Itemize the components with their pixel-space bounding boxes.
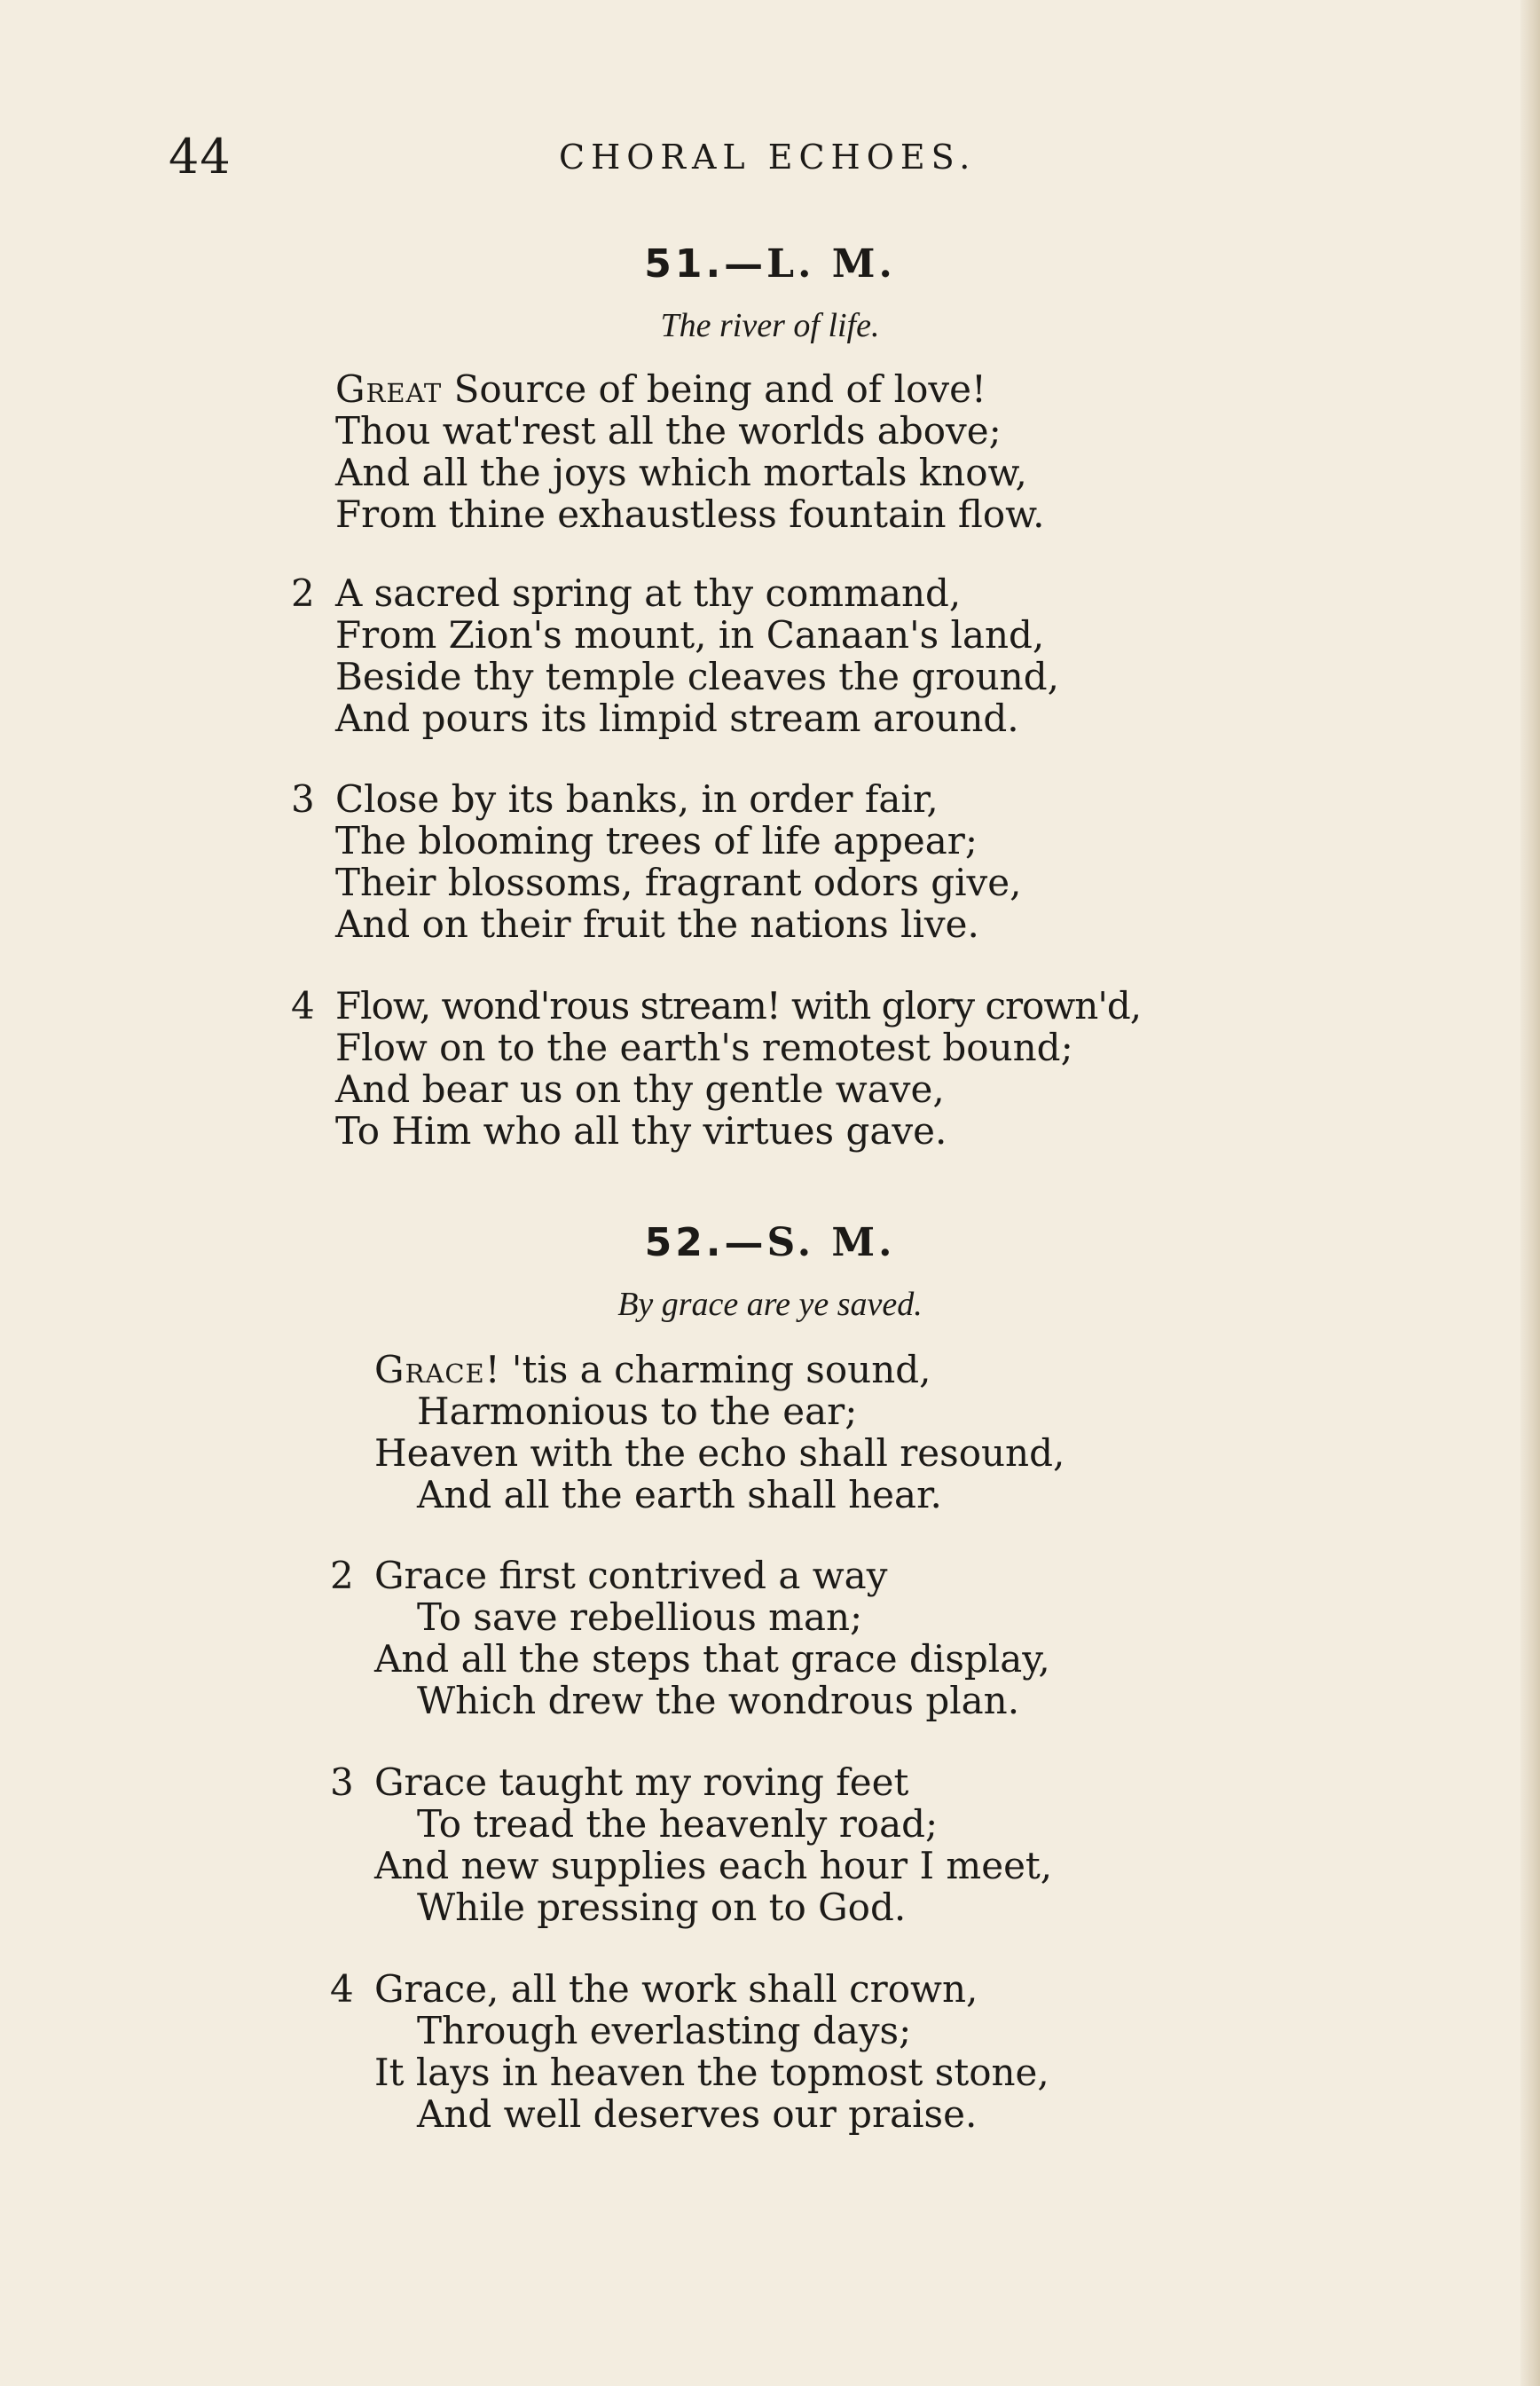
hymn-heading — [0, 1220, 1540, 1265]
stanza-line: Grace first contrived a way — [374, 1554, 888, 1597]
hymn-subtitle: The river of life. — [660, 307, 880, 344]
stanza-line: To Him who all thy virtues gave. — [335, 1109, 947, 1153]
hymn-heading — [0, 241, 1540, 287]
stanza-line: To save rebellious man; — [417, 1595, 863, 1639]
stanza-line: Their blossoms, fragrant odors give, — [335, 861, 1022, 904]
stanza-line: From thine exhaustless fountain flow. — [335, 492, 1045, 536]
stanza-line: Flow on to the earth's remotest bound; — [335, 1026, 1073, 1069]
stanza-number: 3 — [291, 777, 315, 821]
stanza-line: Which drew the wondrous plan. — [417, 1679, 1020, 1722]
stanza-line: Heaven with the echo shall resound, — [374, 1431, 1065, 1475]
stanza-line: Flow, wond'rous stream! with glory crown'd, — [335, 984, 1142, 1028]
stanza-line: To tread the heavenly road; — [417, 1802, 939, 1846]
stanza-line: Harmonious to the ear; — [417, 1390, 858, 1433]
stanza-line: Through everlasting days; — [417, 2009, 912, 2052]
hymn-number: 52. — [644, 1220, 725, 1265]
stanza-line: Great Source of being and of love! — [335, 367, 986, 411]
stanza-line: And bear us on thy gentle wave, — [335, 1067, 945, 1111]
hymn-meter: —S. M. — [724, 1220, 896, 1265]
stanza-line: And all the steps that grace display, — [374, 1637, 1050, 1681]
stanza-line: And pours its limpid stream around. — [335, 697, 1019, 740]
stanza-line: And on their fruit the nations live. — [335, 902, 979, 946]
stanza-first-word: Grace — [374, 1348, 485, 1391]
hymn-meter: —L. M. — [724, 241, 896, 287]
stanza-line: Beside thy temple cleaves the ground, — [335, 655, 1059, 698]
page-header — [0, 129, 1540, 191]
stanza-line: Grace! 'tis a charming sound, — [374, 1348, 931, 1391]
stanza-line: And well deserves our praise. — [417, 2092, 978, 2136]
page-number: 44 — [169, 129, 232, 185]
stanza-line: The blooming trees of life appear; — [335, 819, 978, 862]
stanza-number: 4 — [291, 984, 315, 1028]
stanza-number: 2 — [291, 571, 315, 615]
stanza-line: And new supplies each hour I meet, — [374, 1844, 1053, 1887]
stanza-line: And all the joys which mortals know, — [335, 451, 1027, 494]
stanza-line: It lays in heaven the topmost stone, — [374, 2051, 1049, 2094]
stanza-line: Close by its banks, in order fair, — [335, 777, 939, 821]
stanza-number: 4 — [330, 1967, 354, 2011]
stanza-line: From Zion's mount, in Canaan's land, — [335, 613, 1045, 657]
hymn-subtitle: By grace are ye saved. — [617, 1286, 923, 1323]
stanza-line: Grace taught my roving feet — [374, 1760, 909, 1804]
page-edge — [1520, 0, 1540, 2386]
stanza-line: Thou wat'rest all the worlds above; — [335, 409, 1002, 453]
stanza-line: A sacred spring at thy command, — [335, 571, 962, 615]
stanza-line: While pressing on to God. — [417, 1886, 907, 1929]
hymn-number: 51. — [644, 241, 725, 287]
stanza-first-word: Great — [335, 367, 443, 411]
stanza-line: Grace, all the work shall crown, — [374, 1967, 978, 2011]
running-title: CHORAL ECHOES. — [559, 138, 977, 177]
stanza-line: And all the earth shall hear. — [417, 1473, 942, 1516]
stanza-number: 2 — [330, 1554, 354, 1597]
stanza-number: 3 — [330, 1760, 354, 1804]
